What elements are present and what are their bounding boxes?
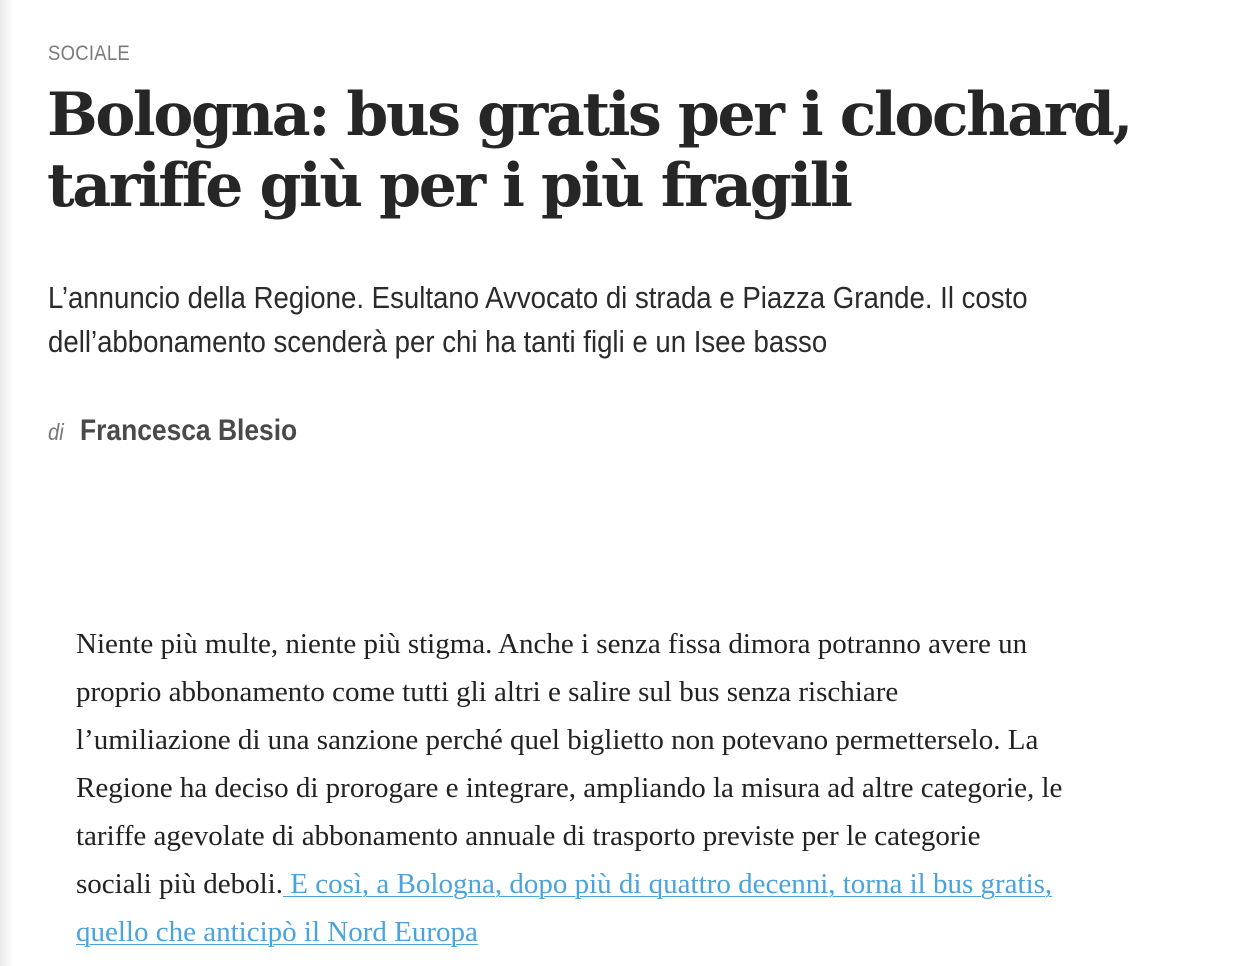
- body-line-text: sociali più deboli.: [76, 868, 283, 900]
- byline: [48, 414, 297, 448]
- summary-line: L’annuncio della Regione. Esultano Avvocato di strada e Piazza Grande. Il costo: [48, 280, 1028, 315]
- body-line: Regione ha deciso di prorogare e integrare, ampliando la misura ad altre categorie, le: [76, 772, 1063, 804]
- headline-line: Bologna: bus gratis per i clochard,: [47, 80, 1132, 150]
- body-line: tariffe agevolate di abbonamento annuale di trasporto previste per le categorie: [76, 820, 981, 852]
- byline-prefix: di: [48, 419, 64, 445]
- body-line: [76, 860, 1216, 908]
- headline-line: tariffe giù per i più fragili: [47, 151, 851, 221]
- related-article-link[interactable]: E così, a Bologna, dopo più di quattro decenni, torna il bus gratis,: [283, 868, 1053, 900]
- body-line: [76, 908, 1216, 956]
- article-headline: [47, 80, 1227, 222]
- body-line: l’umiliazione di una sanzione perché quel biglietto non potevano permetterselo. La: [76, 724, 1039, 756]
- article-body-paragraph: [76, 620, 1216, 956]
- related-article-link-continued[interactable]: quello che anticipò il Nord Europa: [76, 916, 478, 948]
- body-line: Niente più multe, niente più stigma. Anche i senza fissa dimora potranno avere un: [76, 628, 1028, 660]
- article-summary: [48, 276, 1161, 364]
- summary-line: dell’abbonamento scenderà per chi ha tanti figli e un Isee basso: [48, 324, 828, 359]
- left-edge-shadow: [0, 0, 14, 966]
- section-label[interactable]: SOCIALE: [48, 42, 130, 65]
- author-link[interactable]: Francesca Blesio: [79, 414, 298, 447]
- body-line: proprio abbonamento come tutti gli altri e salire sul bus senza rischiare: [76, 676, 899, 708]
